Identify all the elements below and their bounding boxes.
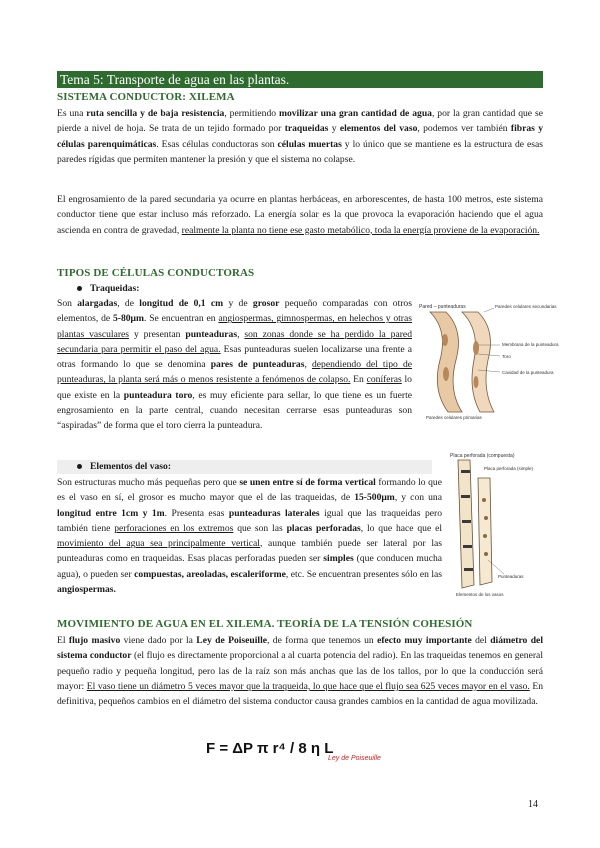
bold-term: compuestas, areoladas, escaleriforme xyxy=(134,568,286,580)
paragraph-traqueidas xyxy=(57,296,412,434)
bold-term: angiospermas. xyxy=(57,584,116,596)
bold-term: punteadura toro xyxy=(123,389,193,401)
text-run: formando lo que es el vaso en sí, el grosor es mucho mayor que el de las traqueidas, de xyxy=(57,477,442,504)
bullet-elementos-vaso xyxy=(57,460,432,474)
heading-sistema-conductor: SISTEMA CONDUCTOR: XILEMA xyxy=(57,91,235,103)
bold-term: se unen entre sí de forma vertical xyxy=(239,477,376,488)
text-run: , de forma que tenemos un xyxy=(267,635,378,646)
text-run: y xyxy=(328,123,340,135)
page-number: 14 xyxy=(528,799,538,810)
bold-term: longitud entre 1cm y 1m xyxy=(57,507,165,519)
text-run: que son las xyxy=(233,522,287,534)
bold-term: fibras y células parenquimáticas xyxy=(57,123,543,150)
figure2-label-3: Punteaduras xyxy=(498,574,524,579)
figure1-label-2: Membrana de la punteadura xyxy=(502,342,559,347)
bold-term: punteaduras xyxy=(185,328,238,340)
bold-term: células muertas xyxy=(277,138,342,150)
paragraph-elementos-vaso xyxy=(57,475,442,597)
text-run: y de xyxy=(223,298,253,309)
text-run: En definitiva, pequeños cambios en el diámetro del sistema conductor causa grandes cambios en la cantidad de agua movilizada. xyxy=(57,680,543,708)
underlined-text: angiospermas, gimnospermas, en helechos y otras plantas vasculares xyxy=(57,313,412,340)
text-run: y presentan xyxy=(129,328,186,340)
bold-term: punteaduras laterales xyxy=(228,507,320,519)
text-run: , aunque también puede ser lateral por las punteaduras como en traqueidas. Esas placas perforadas pueden ser xyxy=(57,538,442,565)
figure-elementos-vasos xyxy=(448,450,548,598)
figure-punteaduras xyxy=(418,300,559,420)
figure1-label-3: Toro xyxy=(502,354,511,359)
underlined-text: El vaso tiene un diámetro 5 veces mayor que la traqueida, lo que hace que el flujo sea 625 veces mayor en el vaso. xyxy=(86,680,530,692)
bullet-dot xyxy=(77,464,82,469)
underlined-text: coníferas xyxy=(366,374,402,386)
text-run: (el flujo es directamente proporcional a al cuarta potencia del radio). En las traqueidas tenemos en general pequeño radio y pequeña longitud, pero las de la raíz son más anchas que las de los tallos, por lo que la conducción será mayor: xyxy=(57,650,543,692)
poiseuille-formula: F = ΔP π r⁴ / 8 η L xyxy=(206,740,334,757)
text-run: . Se encuentran en xyxy=(144,313,219,325)
figure2-label-2: Placa perforada (simple) xyxy=(484,466,534,471)
text-run: igual que las traqueidas pero también tiene xyxy=(57,507,443,534)
paragraph-poiseuille xyxy=(57,633,543,709)
text-run: , xyxy=(304,359,312,371)
text-run: pequeño comparadas con otros elementos, de xyxy=(57,298,412,325)
text-run: lo que existe en la xyxy=(57,374,412,401)
text-run: (que conducen mucha agua), o pueden ser xyxy=(57,553,443,580)
bullet-label: Traqueidas: xyxy=(90,283,140,294)
text-run: y lo único que se mantiene es la estructura de esas paredes rígidas que permiten mantener la presión y que el sistema no colapse. xyxy=(57,138,544,165)
text-run: El engrosamiento de la pared secundaria ya ocurre en plantas herbáceas, en arborescentes, de hasta 100 metros, este sistema conductor tiene que estar incluso más reforzado. La energía solar es la que provoca la evaporación haciendo que el agua ascienda en contra de gravedad, xyxy=(57,194,543,236)
bullet-dot xyxy=(77,286,82,291)
text-run: , etc. Se encuentran presentes sólo en las xyxy=(285,568,443,580)
bold-term: Ley de Poiseuille xyxy=(196,635,268,646)
figure1-label-1: Paredes celulares secundarias xyxy=(495,304,557,309)
underlined-text: dependiendo del tipo de punteaduras, la planta será más o menos resistente a fenómenos de colapso. xyxy=(57,359,412,386)
text-run: , permitiendo xyxy=(224,108,279,119)
text-run: , y con una xyxy=(394,492,442,504)
paragraph-engrosamiento xyxy=(57,192,543,238)
bold-term: pares de punteaduras xyxy=(210,359,305,371)
bold-term: simples xyxy=(323,553,354,565)
bold-term: efecto muy importante xyxy=(377,635,472,646)
text-run: , de xyxy=(117,298,140,309)
bold-term: diámetro del sistema conductor xyxy=(57,635,543,662)
underlined-text: perforaciones en los extremos xyxy=(114,522,234,534)
text-run: Esas punteaduras suelen localizarse una frente a otras formando lo que se denomina xyxy=(57,343,412,371)
bullet-traqueidas xyxy=(57,282,543,296)
bold-term: flujo masivo xyxy=(68,635,121,646)
text-run: El xyxy=(57,635,69,646)
underlined-text: son zonas donde se ha perdido la pared secundaria para permitir el paso del agua. xyxy=(57,328,412,355)
figure1-title: Pared – punteaduras xyxy=(419,304,466,310)
text-run: En xyxy=(350,374,367,386)
bold-term: elementos del vaso xyxy=(339,123,418,135)
bullet-label: Elementos del vaso: xyxy=(90,461,172,472)
bold-term: 5-80μm xyxy=(112,313,144,325)
figure1-label-5: Paredes celulares primarias xyxy=(426,415,482,420)
bold-term: 15-500μm xyxy=(354,492,395,504)
text-run: Son xyxy=(57,298,78,309)
text-run: . Esas células conductoras son xyxy=(156,138,278,150)
text-run: , lo que hace que el xyxy=(360,522,442,534)
figure2-label-1: Placa perforada (compuesta) xyxy=(450,453,515,459)
text-run: del xyxy=(471,635,491,646)
bold-term: placas perforadas xyxy=(286,522,361,534)
section-title-banner: Tema 5: Transporte de agua en las plantas. xyxy=(57,71,543,88)
figure2-label-4: Elementos de los vasos xyxy=(456,592,504,597)
text-run: . Presenta esas xyxy=(164,507,229,519)
bold-term: longitud de 0,1 cm xyxy=(139,298,224,309)
figure1-label-4: Cavidad de la punteadura xyxy=(502,370,554,375)
paragraph-xilema-intro xyxy=(57,106,543,167)
bold-term: ruta sencilla y de baja resistencia xyxy=(86,108,225,119)
text-run: , podemos ver también xyxy=(417,123,511,135)
text-run: , es muy eficiente para sellar, lo que tiene es un fuerte engrosamiento en la parte central, cuando necesitan cerrarse esas punteaduras son “aspiradas” de forma que el toro cierra la punteadura. xyxy=(57,389,412,432)
text-run: viene dado por la xyxy=(120,635,197,646)
heading-tipos-celulas: TIPOS DE CÉLULAS CONDUCTORAS xyxy=(57,267,255,279)
poiseuille-formula-note: Ley de Poiseuille xyxy=(328,755,381,762)
text-run: Es una xyxy=(57,108,87,119)
underlined-text: realmente la planta no tiene ese gasto metabólico, toda la energía proviene de la evaporación. xyxy=(181,224,540,236)
bold-term: traqueidas xyxy=(284,123,329,135)
text-run: Son estructuras mucho más pequeñas pero que xyxy=(57,477,240,488)
bold-term: movilizar una gran cantidad de agua xyxy=(278,108,432,119)
text-run: , xyxy=(237,328,245,340)
text-run: , por la gran cantidad que se pierde a nivel de hoja. Se trata de un tejido formado por xyxy=(57,108,543,135)
bold-term: grosor xyxy=(252,298,280,309)
heading-movimiento-agua: MOVIMIENTO DE AGUA EN EL XILEMA. TEORÍA DE LA TENSIÓN COHESIÓN xyxy=(57,618,473,630)
bold-term: alargadas xyxy=(77,298,118,309)
underlined-text: movimiento del agua sea principalmente vertical xyxy=(57,538,260,550)
